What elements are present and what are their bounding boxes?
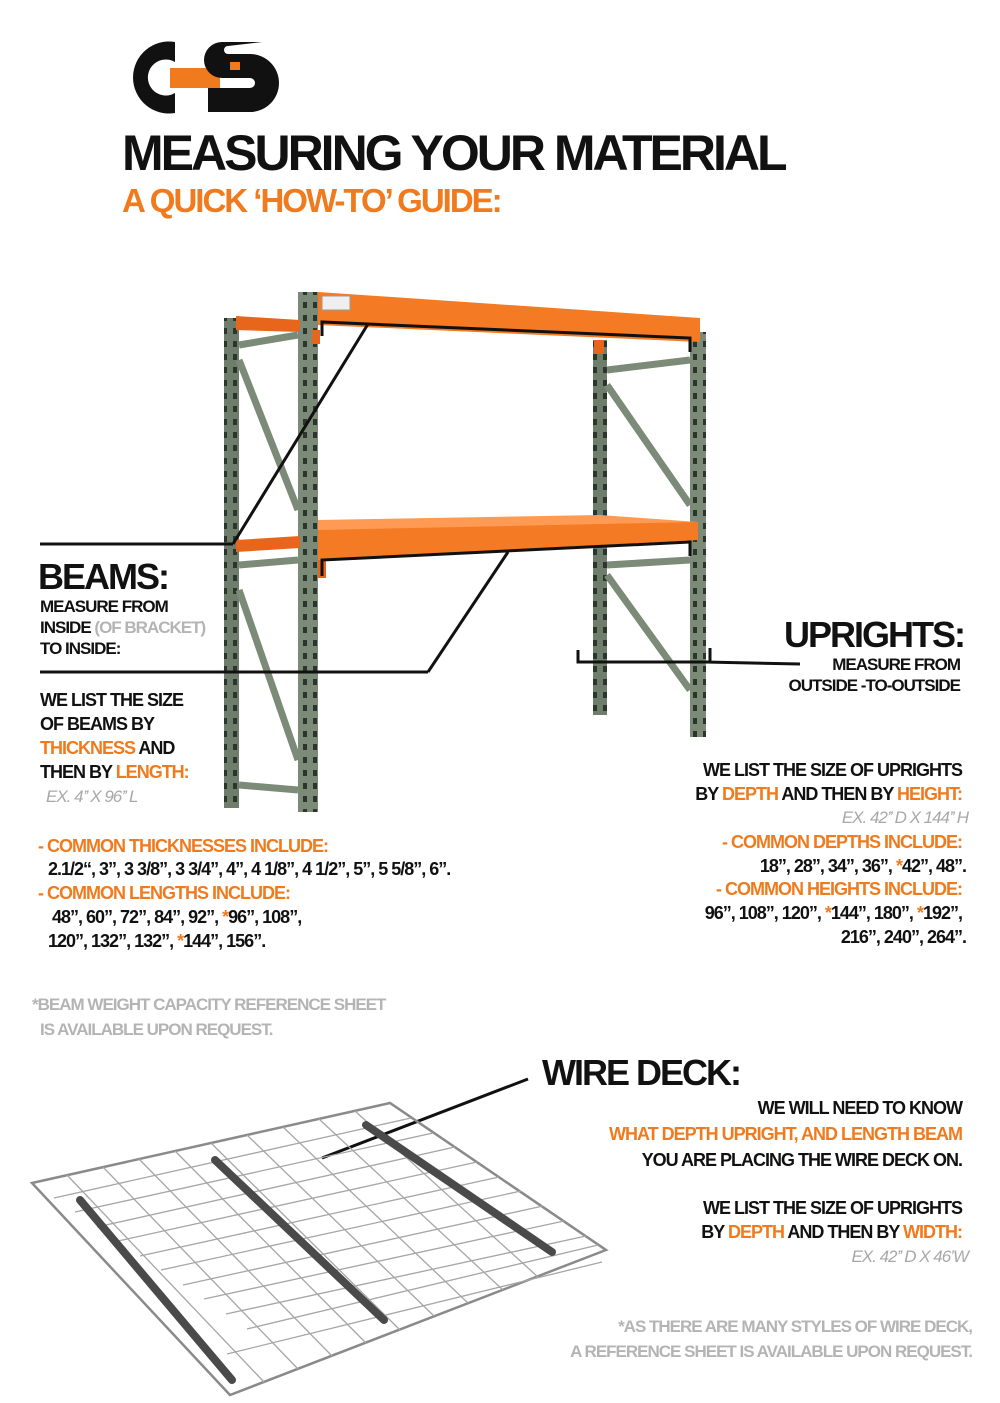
text-span: (OF BRACKET) [94,618,206,637]
text-span: 18”, 28”, 34”, 36”, [759,856,896,876]
text-span: INSIDE [40,618,95,637]
text-span: BY [701,1222,728,1242]
beams-list-line: OF BEAMS BY [40,714,155,734]
uprights-example: EX. 42’’ D X 144’’ H [841,808,968,827]
page-subtitle: A QUICK ‘HOW-TO’ GUIDE: [122,182,501,219]
text-span: * [222,907,229,927]
text-span: BY [695,784,722,804]
beams-measure-line [40,617,205,638]
beams-list-line [40,736,189,760]
wire-deck-line: YOU ARE PLACING THE WIRE DECK ON. [641,1150,962,1170]
text-span: * [824,903,831,923]
text-span: * [916,903,923,923]
wire-deck-example: EX. 42’’ D X 46’W [851,1247,968,1266]
uprights-heights-line [705,901,962,925]
text-span: * [895,856,902,876]
uprights-list-text [695,758,962,806]
wire-deck-note-line: A REFERENCE SHEET IS AVAILABLE UPON REQUEST. [570,1342,972,1361]
uprights-heading: UPRIGHTS: [784,614,964,655]
beams-measure-text [40,596,205,659]
company-logo [133,41,279,113]
beams-measure-line: TO INSIDE: [40,639,121,658]
page-title: MEASURING YOUR MATERIAL [122,125,785,181]
wire-deck-list-text [701,1196,962,1244]
beams-heading: BEAMS: [38,556,168,597]
beams-thickness-heading: - COMMON THICKNESSES INCLUDE: [38,836,328,856]
text-span: 42”, 48”. [901,856,966,876]
text-span: 120”, 132”, 132”, [48,931,178,951]
capacity-note-line: *BEAM WEIGHT CAPACITY REFERENCE SHEET [32,995,386,1014]
text-span: DEPTH [727,1222,784,1242]
wire-deck-list-line: WE LIST THE SIZE OF UPRIGHTS [702,1198,962,1218]
beams-example: EX. 4’’ X 96’’ L [46,787,138,806]
uprights-heights-heading: - COMMON HEIGHTS INCLUDE: [716,879,962,899]
beams-list-line [40,760,189,784]
wire-deck-note-line: *AS THERE ARE MANY STYLES OF WIRE DECK, [618,1317,972,1336]
wire-deck-heading: WIRE DECK: [542,1052,740,1093]
wire-deck-note [570,1316,972,1362]
beams-lengths-heading: - COMMON LENGTHS INCLUDE: [38,883,290,903]
wire-deck-line: WHAT DEPTH UPRIGHT, AND LENGTH BEAM [609,1124,962,1144]
wire-deck-illustration [32,1103,606,1395]
uprights-depths-values [760,854,966,878]
uprights-list-line [695,782,962,806]
uprights-depths-heading: - COMMON DEPTHS INCLUDE: [722,832,962,852]
wire-deck-list-line [701,1220,962,1244]
text-span: THEN BY [40,762,116,782]
beams-list-text [40,688,189,784]
beams-list-line: WE LIST THE SIZE [40,690,184,710]
beams-lengths-line [48,929,265,953]
uprights-measure-line: OUTSIDE -TO-OUTSIDE [788,676,960,695]
text-span: AND THEN BY [784,1222,904,1242]
text-span: 48”, 60”, 72”, 84”, 92”, [52,907,223,927]
text-span: 96”, 108”, 120”, [704,903,825,923]
beams-thickness-values: 2.1/2“, 3”, 3 3/8”, 3 3/4”, 4”, 4 1/8”, 4 1/2”, 5”, 5 5/8”, 6”. [48,859,451,879]
text-span: WIDTH: [903,1222,962,1242]
text-span: * [177,931,184,951]
text-span: HEIGHT: [897,784,962,804]
text-span: 144”, 180”, [830,903,917,923]
wire-deck-need-text [609,1096,962,1172]
text-span: AND THEN BY [777,784,897,804]
text-span: LENGTH: [115,762,189,782]
uprights-measure-text [789,654,960,696]
text-span: AND [135,738,175,758]
text-span: 144”, 156”. [183,931,266,951]
capacity-note [32,994,385,1040]
uprights-list-line: WE LIST THE SIZE OF UPRIGHTS [702,760,962,780]
text-span: 96”, 108”, [228,907,302,927]
beams-measure-line: MEASURE FROM [40,597,168,616]
text-span: THICKNESS [40,738,136,758]
text-span: DEPTH [721,784,778,804]
uprights-heights-line: 216”, 240”, 264”. [840,927,966,947]
wire-deck-line: WE WILL NEED TO KNOW [757,1098,962,1118]
uprights-measure-line: MEASURE FROM [832,655,960,674]
text-span: 192”, [922,903,962,923]
capacity-note-line: IS AVAILABLE UPON REQUEST. [40,1020,273,1039]
beams-lengths-line [52,905,301,929]
